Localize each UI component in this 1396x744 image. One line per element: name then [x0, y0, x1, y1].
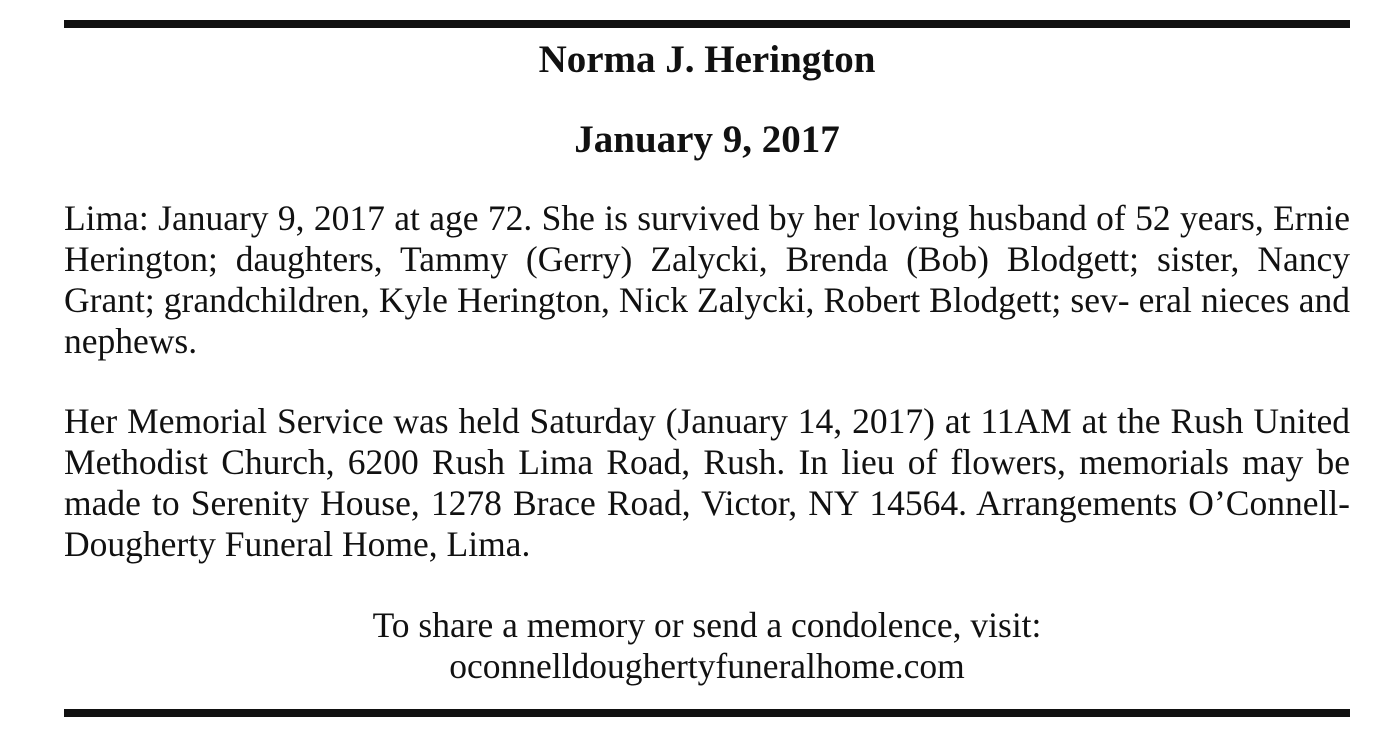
service-paragraph: Her Memorial Service was held Saturday (January 14, 2017) at 11AM at the Rush United Methodist Church, 6200 Rush Lima Road, Rush. In lieu of flowers, memorials may be made to Serenity House, 1278 Brace Road, Victor, NY 14564. Arrangements O’Connell-Dougherty Funeral Home, Lima.	[64, 401, 1350, 564]
funeral-home-website: oconnelldoughertyfuneralhome.com	[449, 646, 965, 686]
top-rule	[64, 20, 1350, 28]
condolence-text: To share a memory or send a condolence, visit:	[372, 605, 1042, 645]
date-of-death: January 9, 2017	[574, 118, 840, 161]
condolence-section	[64, 605, 1350, 687]
bottom-rule	[64, 709, 1350, 717]
deceased-name: Norma J. Herington	[538, 38, 876, 81]
survivors-paragraph: Lima: January 9, 2017 at age 72. She is survived by her loving husband of 52 years, Ernie Herington; daughters, Tammy (Gerry) Zalycki, Brenda (Bob) Blodgett; sister, Nancy Grant; grandchildren, Kyle Herington, Nick Zalycki, Robert Blodgett; sev- eral nieces and nephews.	[64, 198, 1350, 361]
